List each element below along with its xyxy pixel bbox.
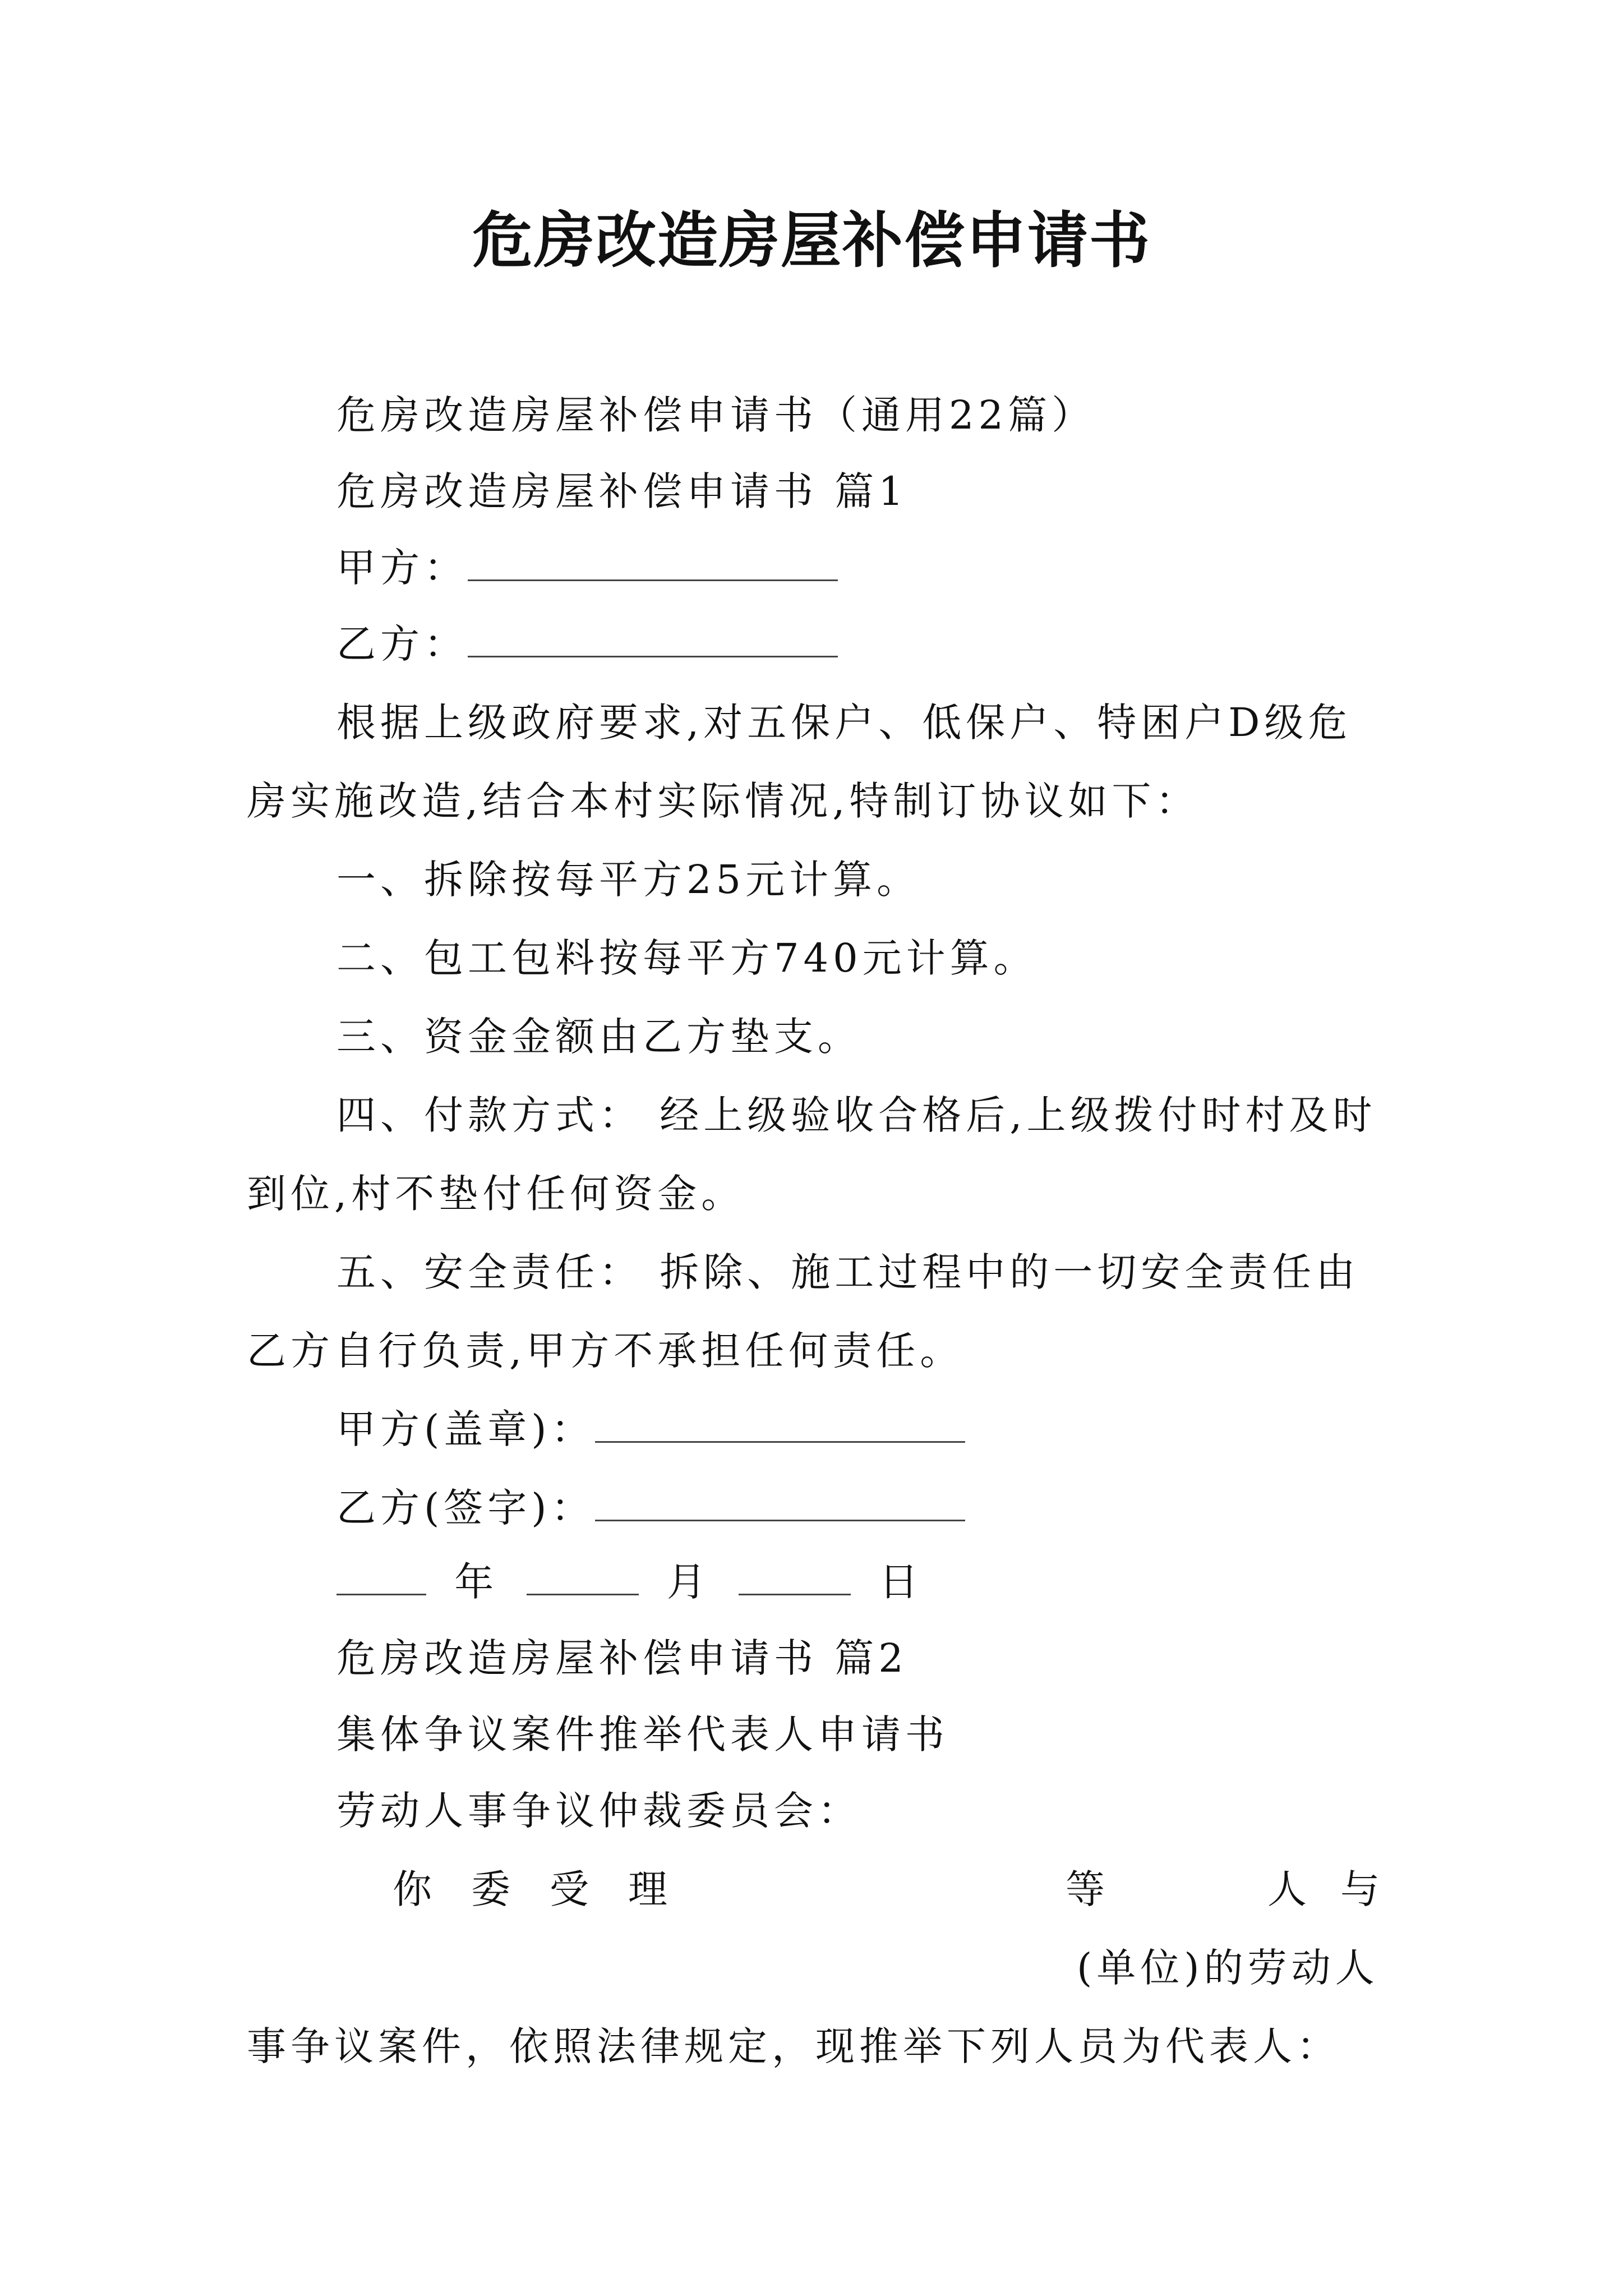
party-a-line xyxy=(336,540,838,596)
p2-word-4: 理 xyxy=(628,1866,667,1912)
clause-5-line1: 五、安全责任： 拆除、施工过程中的一切安全责任由 xyxy=(336,1249,1360,1295)
party-a-blank xyxy=(468,544,838,581)
clause-4-line2: 到位,村不垫付任何资金。 xyxy=(247,1171,745,1217)
date-line xyxy=(336,1554,934,1610)
signature-a-blank xyxy=(595,1405,965,1443)
p2-word-7: 与 xyxy=(1340,1866,1380,1912)
p2-word-5: 等 xyxy=(1066,1866,1105,1912)
month-blank xyxy=(527,1558,639,1595)
month-label: 月 xyxy=(666,1559,711,1605)
party-b-line xyxy=(336,616,838,672)
year-label: 年 xyxy=(454,1559,499,1605)
p2-word-3: 受 xyxy=(550,1866,589,1912)
intro-paragraph-line2: 房实施改造,结合本村实际情况,特制订协议如下： xyxy=(247,778,1200,824)
p2-line2: (单位)的劳动人 xyxy=(1077,1945,1379,1991)
year-blank xyxy=(336,1558,426,1595)
clause-5-line2: 乙方自行负责,甲方不承担任何责任。 xyxy=(247,1328,964,1374)
signature-b-line xyxy=(336,1480,965,1536)
addressee: 劳动人事争议仲裁委员会： xyxy=(336,1788,861,1834)
p2-word-6: 人 xyxy=(1267,1866,1307,1912)
signature-a-label: 甲方(盖章)： xyxy=(336,1406,595,1452)
p2-line3: 事争议案件，依照法律规定，现推举下列人员为代表人： xyxy=(247,2023,1340,2069)
party-b-blank xyxy=(468,620,838,657)
section2-title: 集体争议案件推举代表人申请书 xyxy=(336,1711,949,1757)
day-label: 日 xyxy=(879,1559,923,1605)
clause-1: 一、拆除按每平方25元计算。 xyxy=(336,857,921,903)
signature-b-label: 乙方(签字)： xyxy=(336,1485,595,1531)
party-a-label: 甲方： xyxy=(336,545,468,591)
clause-3: 三、资金金额由乙方垫支。 xyxy=(336,1014,861,1060)
document-subtitle: 危房改造房屋补偿申请书（通用22篇） xyxy=(336,392,1096,438)
p2-word-2: 委 xyxy=(471,1866,510,1912)
clause-4-line1: 四、付款方式： 经上级验收合格后,上级拨付时村及时 xyxy=(336,1092,1377,1138)
intro-paragraph-line1: 根据上级政府要求,对五保户、低保户、特困户D级危 xyxy=(336,700,1352,746)
clause-2: 二、包工包料按每平方740元计算。 xyxy=(336,935,1038,981)
party-b-label: 乙方： xyxy=(336,621,468,667)
signature-b-blank xyxy=(595,1484,965,1521)
signature-a-line xyxy=(336,1401,965,1457)
day-blank xyxy=(739,1558,851,1595)
section2-heading: 危房改造房屋补偿申请书 篇2 xyxy=(336,1635,908,1681)
document-title: 危房改造房屋补偿申请书 xyxy=(472,206,1151,276)
p2-word-1: 你 xyxy=(393,1866,432,1912)
section1-heading: 危房改造房屋补偿申请书 篇1 xyxy=(336,468,908,514)
